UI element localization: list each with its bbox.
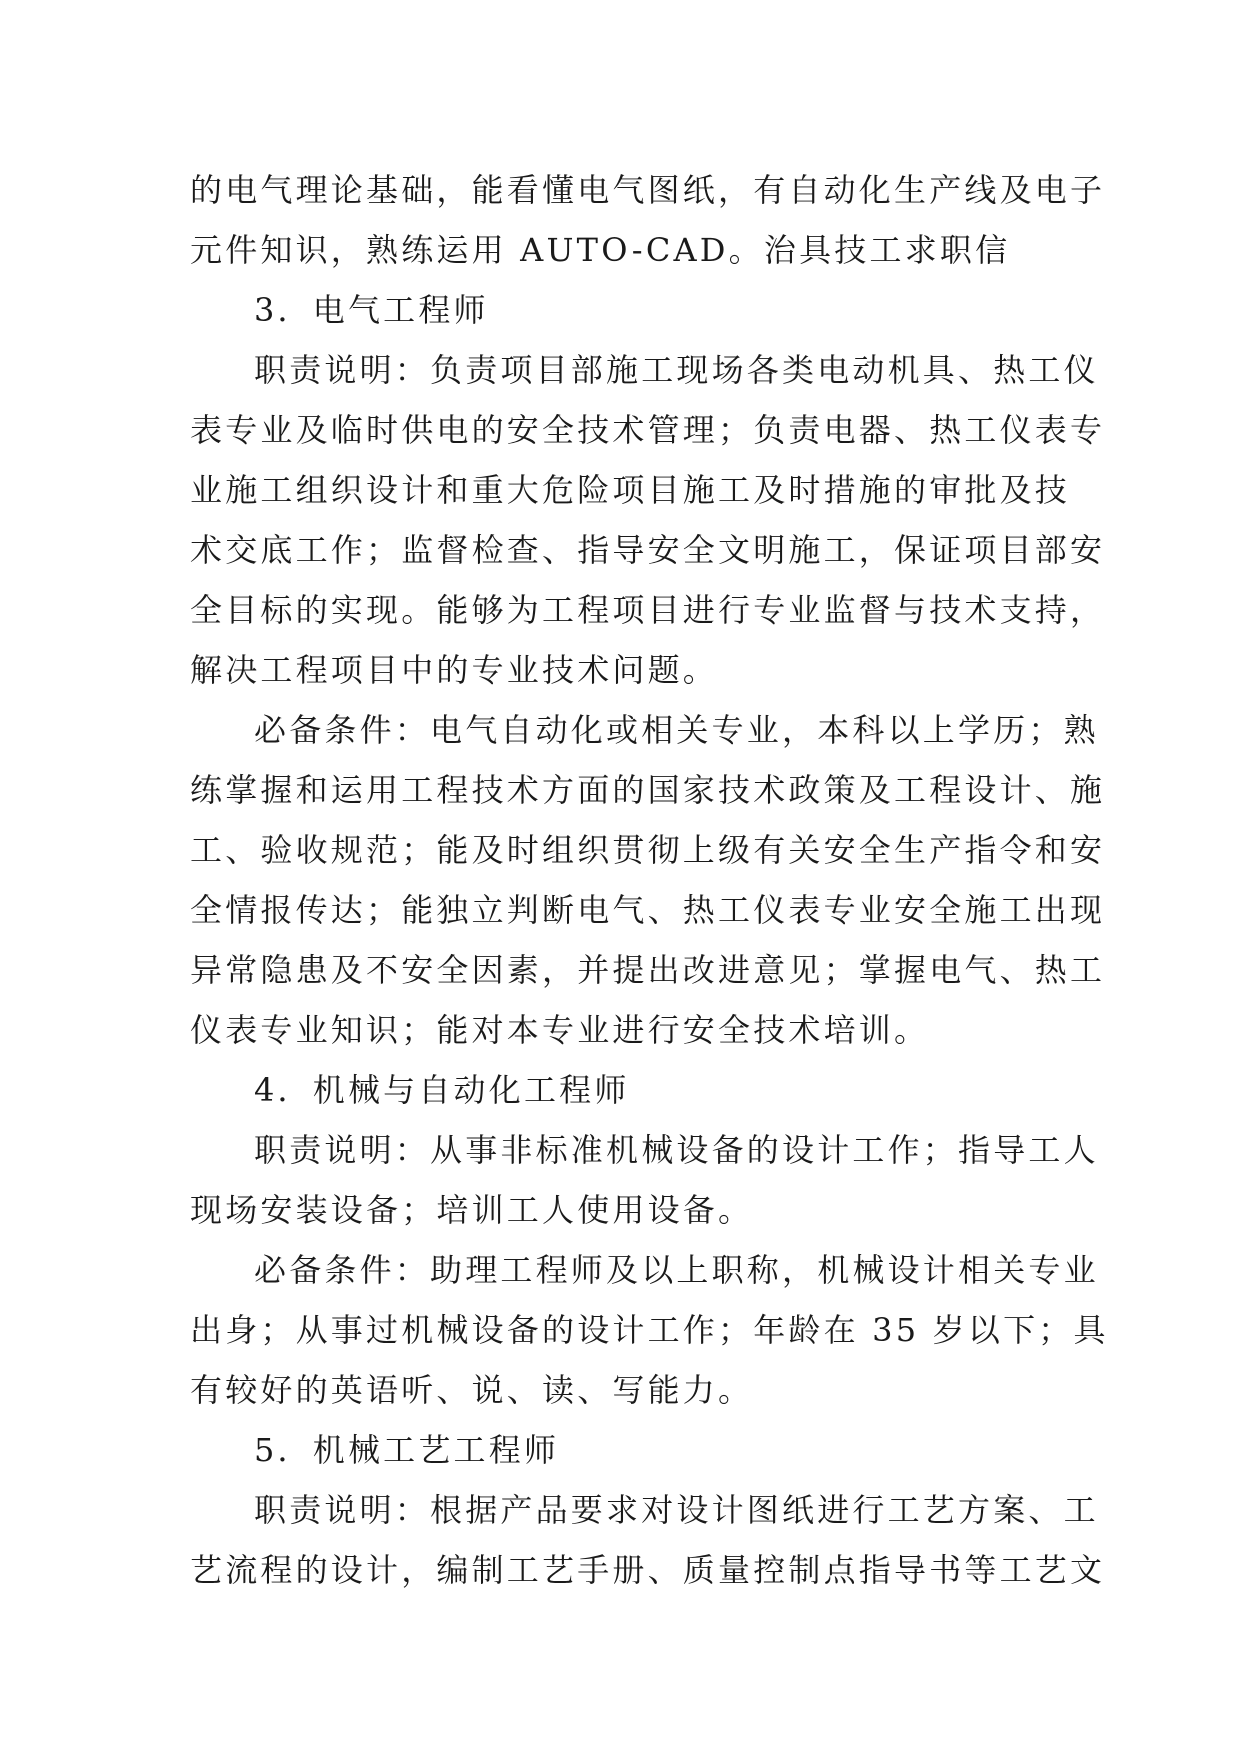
text-line: 3．电气工程师: [254, 291, 489, 329]
text-line: 仪表专业知识；能对本专业进行安全技术培训。: [190, 1011, 930, 1049]
text-line: 艺流程的设计，编制工艺手册、质量控制点指导书等工艺文: [190, 1551, 1106, 1589]
text-line: 表专业及临时供电的安全技术管理；负责电器、热工仪表专: [190, 411, 1106, 449]
document-page: [190, 160, 1109, 1600]
text-line: 全目标的实现。能够为工程项目进行专业监督与技术支持，: [190, 591, 1106, 629]
text-line: 异常隐患及不安全因素，并提出改进意见；掌握电气、热工: [190, 951, 1106, 989]
text-line: 出身；从事过机械设备的设计工作；年龄在 35 岁以下；具: [190, 1311, 1109, 1349]
text-line: 必备条件：助理工程师及以上职称，机械设计相关专业: [254, 1251, 1099, 1289]
text-line: 5．机械工艺工程师: [254, 1431, 560, 1469]
text-line: 术交底工作；监督检查、指导安全文明施工，保证项目部安: [190, 531, 1106, 569]
text-line: 全情报传达；能独立判断电气、热工仪表专业安全施工出现: [190, 891, 1106, 929]
text-line: 业施工组织设计和重大危险项目施工及时措施的审批及技: [190, 471, 1071, 509]
text-line: 有较好的英语听、说、读、写能力。: [190, 1371, 754, 1409]
text-line: 的电气理论基础，能看懂电气图纸，有自动化生产线及电子: [190, 171, 1106, 209]
text-line: 工、验收规范；能及时组织贯彻上级有关安全生产指令和安: [190, 831, 1106, 869]
text-line: 职责说明：根据产品要求对设计图纸进行工艺方案、工: [254, 1491, 1099, 1529]
text-line: 练掌握和运用工程技术方面的国家技术政策及工程设计、施: [190, 771, 1106, 809]
text-line: 职责说明：负责项目部施工现场各类电动机具、热工仪: [254, 351, 1099, 389]
text-line: 必备条件：电气自动化或相关专业，本科以上学历；熟: [254, 711, 1099, 749]
text-line: 4．机械与自动化工程师: [254, 1071, 630, 1109]
text-line: 职责说明：从事非标准机械设备的设计工作；指导工人: [254, 1131, 1099, 1169]
text-line: 解决工程项目中的专业技术问题。: [190, 651, 719, 689]
text-line: 元件知识，熟练运用 AUTO-CAD。治具技工求职信: [190, 231, 1011, 269]
text-line: 现场安装设备；培训工人使用设备。: [190, 1191, 754, 1229]
